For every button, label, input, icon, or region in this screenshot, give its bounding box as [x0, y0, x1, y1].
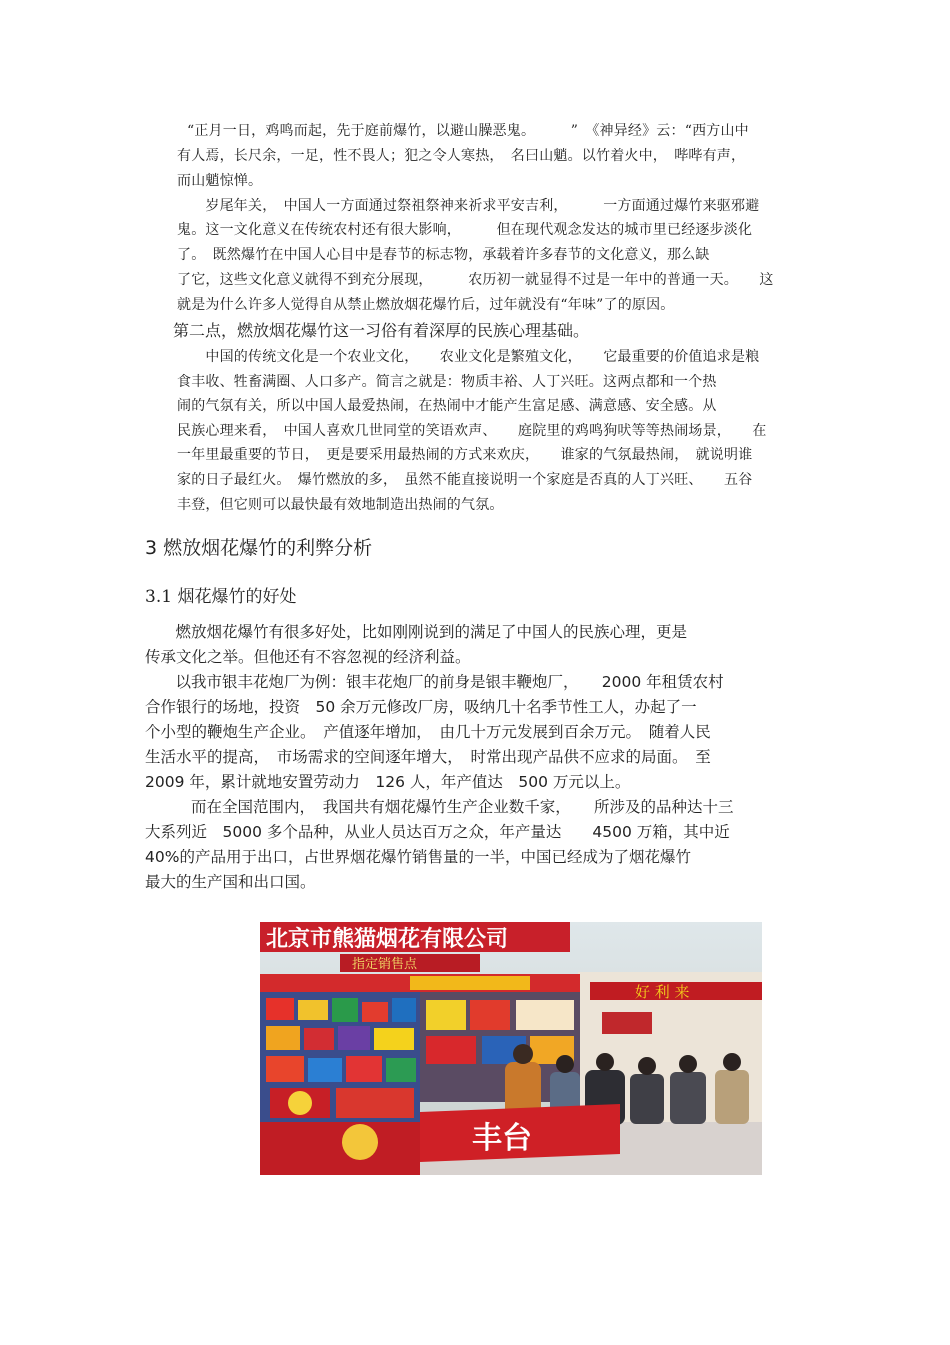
text-line: 中国的传统文化是一个农业文化， 农业文化是繁殖文化， 它最重要的价值追求是粮: [177, 349, 760, 365]
text-line: 而山魈惊惮。: [177, 173, 263, 189]
text-line: “正月一日，鸡鸣而起，先于庭前爆竹，以避山臊恶鬼。 ” 《神异经》云：“西方山中: [187, 123, 749, 139]
text-line: 闹的气氛有关，所以中国人最爱热闹，在热闹中才能产生富足感、满意感、安全感。从: [177, 398, 717, 414]
banner-text: 北京市熊猫烟花有限公司: [266, 927, 509, 952]
sub-banner-text: 指定销售点: [352, 957, 418, 972]
text-line: 食丰收、牲畜满圈、人口多产。简言之就是：物质丰裕、人丁兴旺。这两点都和一个热: [177, 374, 717, 390]
fireworks-stall-photo: [260, 922, 762, 1175]
text-line: 而在全国范围内， 我国共有烟花爆竹生产企业数千家， 所涉及的品种达十三: [160, 798, 734, 816]
text-line: 丰登，但它则可以最快最有效地制造出热闹的气氛。: [177, 497, 504, 513]
text-line: 大系列近 5000 多个品种，从业人员达百万之众，年产量达 4500 万箱，其中近: [145, 823, 730, 841]
text-line: 了。 既然爆竹在中国人心目中是春节的标志物，承载着许多春节的文化意义，那么缺: [177, 247, 710, 263]
text-line: 最大的生产国和出口国。: [145, 873, 316, 891]
text-line: 有人焉，长尺余，一足，性不畏人；犯之令人寒热， 名曰山魈。以竹着火中， 哔哔有声，: [177, 148, 746, 164]
text-line: 合作银行的场地，投资 50 余万元修改厂房，吸纳几十名季节性工人，办起了一: [145, 698, 697, 716]
text-line: 一年里最重要的节日， 更是要采用最热闹的方式来欢庆， 谁家的气氛最热闹， 就说明谁: [177, 447, 753, 463]
section-heading: 3 燃放烟花爆竹的利弊分析: [145, 537, 373, 559]
subsection-heading: 3.1 烟花爆竹的好处: [145, 587, 297, 607]
text-line: 鬼。这一文化意义在传统农村还有很大影响， 但在现代观念发达的城市里已经逐步淡化: [177, 222, 753, 238]
text-line: 个小型的鞭炮生产企业。 产值逐年增加， 由几十万元发展到百余万元。 随着人民: [145, 723, 711, 741]
text-line: 民族心理来看， 中国人喜欢几世同堂的笑语欢声、 庭院里的鸡鸣狗吠等等热闹场景， 在: [177, 423, 767, 439]
cloth-banner-text: 丰台: [472, 1121, 532, 1156]
text-line: 以我市银丰花炮厂为例：银丰花炮厂的前身是银丰鞭炮厂， 2000 年租赁农村: [160, 673, 724, 691]
sign-right-text: 好 利 来: [635, 983, 690, 1001]
text-line: 就是为什么许多人觉得自从禁止燃放烟花爆竹后，过年就没有“年味”了的原因。: [177, 297, 675, 313]
text-line: 传承文化之举。但他还有不容忽视的经济利益。: [145, 648, 471, 666]
text-line: 了它，这些文化意义就得不到充分展现， 农历初一就显得不过是一年中的普通一天。 这: [177, 272, 774, 288]
text-line: 40%的产品用于出口，占世界烟花爆竹销售量的一半，中国已经成为了烟花爆竹: [145, 848, 691, 866]
text-line: 生活水平的提高， 市场需求的空间逐年增大， 时常出现产品供不应求的局面。 至: [145, 748, 711, 766]
point-two-heading: 第二点，燃放烟花爆竹这一习俗有着深厚的民族心理基础。: [173, 321, 590, 340]
text-line: 燃放烟花爆竹有很多好处，比如刚刚说到的满足了中国人的民族心理，更是: [160, 623, 688, 641]
text-line: 2009 年，累计就地安置劳动力 126 人，年产值达 500 万元以上。: [145, 773, 631, 791]
text-line: 家的日子最红火。 爆竹燃放的多， 虽然不能直接说明一个家庭是否真的人丁兴旺、 五谷: [177, 472, 753, 488]
photo-illustration: [260, 922, 762, 1175]
text-line: 岁尾年关， 中国人一方面通过祭祖祭神来祈求平安吉利， 一方面通过爆竹来驱邪避: [177, 198, 760, 214]
